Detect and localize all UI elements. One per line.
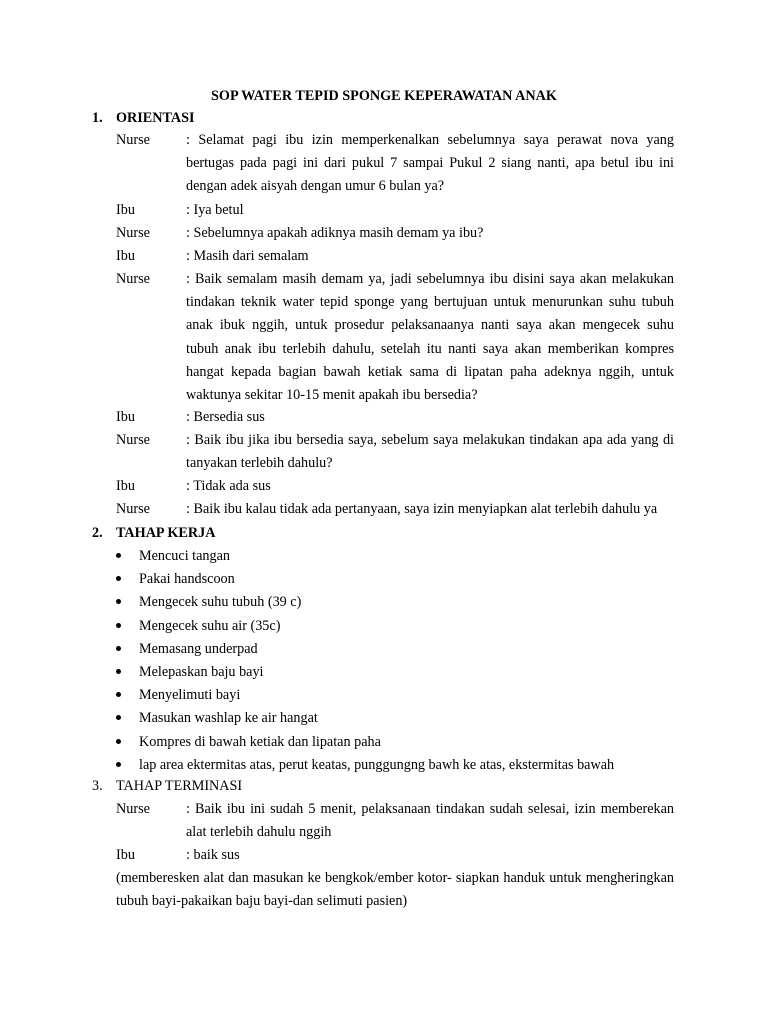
list-item: Pakai handscoon: [116, 568, 614, 591]
list-item: Memasang underpad: [116, 638, 614, 661]
dialogue-line: [116, 129, 674, 199]
dialogue-line: [116, 844, 674, 867]
bullet-icon: [116, 599, 121, 604]
dialogue-line: [116, 199, 674, 222]
closing-note: (memberesken alat dan masukan ke bengkok/ember kotor- siapkan handuk untuk mengheringkan tubuh bayi-pakaikan baju bayi-dan selimuti pasien): [116, 870, 674, 910]
speaker-label: Ibu: [116, 202, 135, 218]
bullet-icon: [116, 762, 121, 767]
dialogue-text: : Baik ibu kalau tidak ada pertanyaan, saya izin menyiapkan alat terlebih dahulu ya: [186, 501, 658, 517]
bullet-icon: [116, 623, 121, 628]
dialogue-line: [116, 475, 674, 498]
speaker-label: Nurse: [116, 271, 150, 287]
dialogue-line: [116, 406, 674, 429]
list-item: Melepaskan baju bayi: [116, 661, 614, 684]
list-item: Mencuci tangan: [116, 545, 614, 568]
section-heading-orientasi: 1. ORIENTASI: [92, 110, 195, 126]
dialogue-line: [116, 222, 674, 245]
speaker-label: Nurse: [116, 501, 150, 517]
bullet-icon: [116, 669, 121, 674]
speaker-label: Ibu: [116, 248, 135, 264]
speaker-label: Nurse: [116, 801, 150, 817]
work-steps-list: [116, 545, 614, 777]
section-heading-tahap-kerja: 2. TAHAP KERJA: [92, 525, 216, 541]
speaker-label: Nurse: [116, 225, 150, 241]
list-item: Mengecek suhu air (35c): [116, 615, 614, 638]
section-heading-tahap-terminasi: 3. TAHAP TERMINASI: [92, 778, 243, 794]
dialogue-line: [116, 498, 674, 521]
dialogue-text: : Bersedia sus: [186, 409, 265, 425]
list-item: Kompres di bawah ketiak dan lipatan paha: [116, 731, 614, 754]
speaker-label: Nurse: [116, 432, 150, 448]
dialogue-line: [116, 245, 674, 268]
dialogue-text: : Tidak ada sus: [186, 478, 271, 494]
dialogue-text: : Baik ibu ini sudah 5 menit, pelaksanaan tindakan sudah selesai, izin memberekan alat terlebih dahulu nggih: [186, 801, 674, 841]
dialogue-line: [116, 268, 674, 407]
dialogue-text: : Baik ibu jika ibu bersedia saya, sebelum saya melakukan tindakan apa ada yang di tanyakan terlebih dahulu?: [186, 432, 674, 472]
dialogue-line: [116, 798, 674, 844]
dialogue-text: : Selamat pagi ibu izin memperkenalkan sebelumnya saya perawat nova yang bertugas pada pagi ini dari pukul 7 sampai Pukul 2 siang nanti, apa betul ibu ini dengan adek aisyah dengan umur 6 bulan ya?: [186, 132, 674, 195]
bullet-icon: [116, 646, 121, 651]
list-item: Menyelimuti bayi: [116, 684, 614, 707]
dialogue-text: : Baik semalam masih demam ya, jadi sebelumnya ibu disini saya akan melakukan tindakan teknik water tepid sponge yang bertujuan untuk menurunkan suhu tubuh anak ibuk nggih, untuk prosedur pelaksanaanya nanti saya akan mengecek suhu tubuh anak ibu terlebih dahulu, setelah itu nanti saya akan memberikan kompres hangat kepada bagian bawah ketiak sama di lipatan paha adeknya nggih, untuk waktunya sekitar 10-15 menit apakah ibu bersedia?: [186, 271, 674, 404]
bullet-icon: [116, 576, 121, 581]
dialogue-text: : baik sus: [186, 847, 240, 863]
dialogue-text: : Iya betul: [186, 202, 244, 218]
list-item: Mengecek suhu tubuh (39 c): [116, 591, 614, 614]
speaker-label: Ibu: [116, 847, 135, 863]
dialogue-text: : Masih dari semalam: [186, 248, 309, 264]
speaker-label: Ibu: [116, 409, 135, 425]
document-title: SOP WATER TEPID SPONGE KEPERAWATAN ANAK: [211, 88, 557, 104]
list-item: Masukan washlap ke air hangat: [116, 707, 614, 730]
dialogue-line: [116, 429, 674, 475]
list-item: lap area ektermitas atas, perut keatas, punggungng bawh ke atas, ekstermitas bawah: [116, 754, 614, 777]
speaker-label: Nurse: [116, 132, 150, 148]
bullet-icon: [116, 715, 121, 720]
dialogue-text: : Sebelumnya apakah adiknya masih demam ya ibu?: [186, 225, 484, 241]
bullet-icon: [116, 692, 121, 697]
bullet-icon: [116, 739, 121, 744]
bullet-icon: [116, 553, 121, 558]
speaker-label: Ibu: [116, 478, 135, 494]
